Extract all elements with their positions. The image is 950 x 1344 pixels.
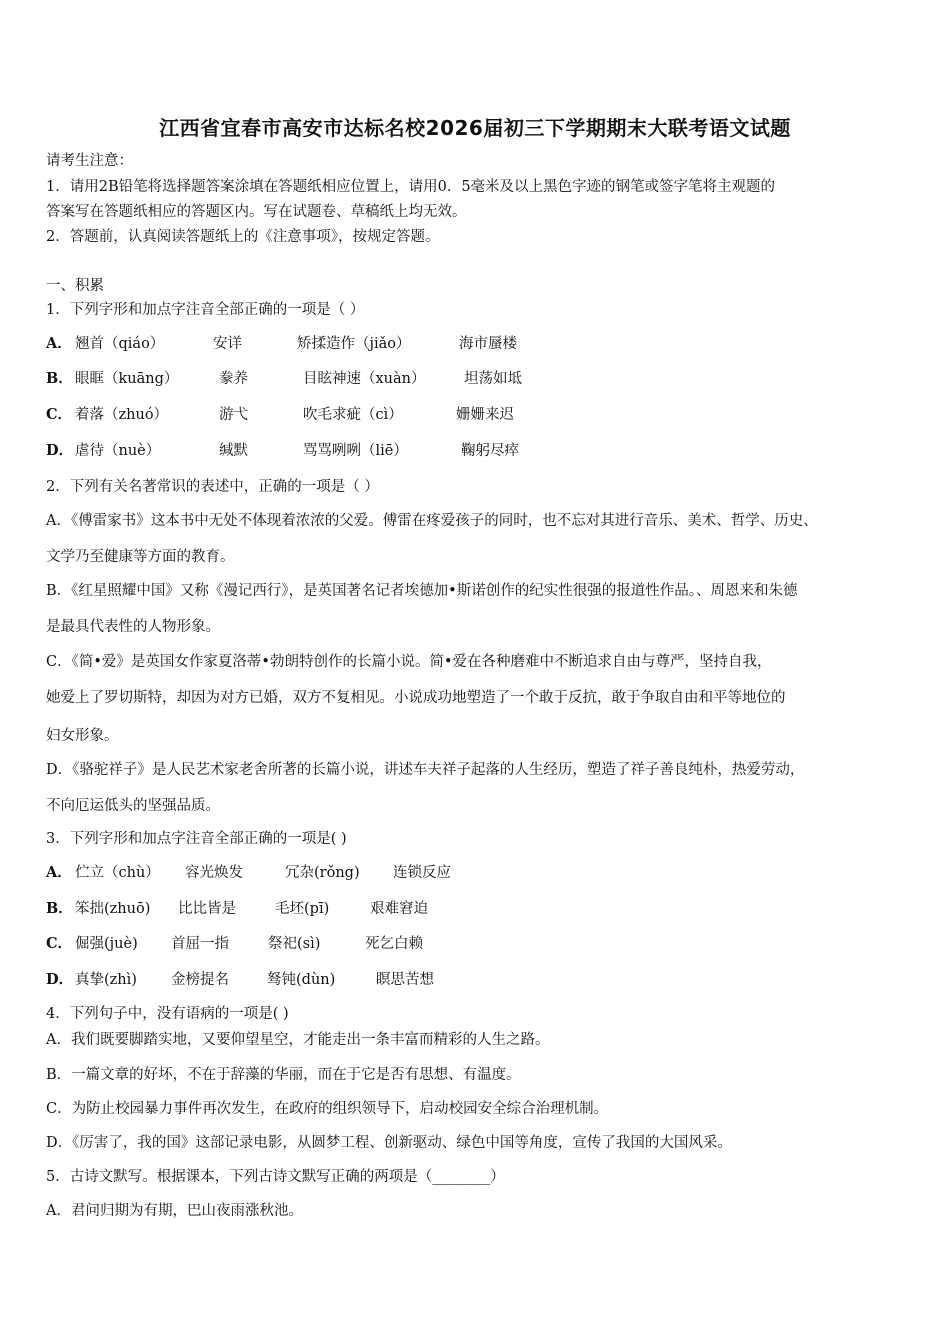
q2-option-c: C．《简•爱》是英国女作家夏洛蒂•勃朗特创作的长篇小说。简•爱在各种磨难中不断追求自由与尊严，坚持自我， xyxy=(46,654,772,670)
q3-stem: 3．下列字形和加点字注音全部正确的一项是( ) xyxy=(46,831,347,847)
q3-option-c-item: 倔强(juè) xyxy=(75,936,138,952)
q1-option-b-item: 豢养 xyxy=(219,371,248,387)
q2-option-a-cont: 文学乃至健康等方面的教育。 xyxy=(46,549,235,565)
q1-option-a-item: 翘首（qiáo） xyxy=(75,336,165,352)
q1-option-b-item: 眼眶（kuāng） xyxy=(75,371,179,387)
q3-option-b-item: 笨拙(zhuō) xyxy=(75,901,151,917)
q2-option-b: B．《红星照耀中国》又称《漫记西行》，是英国著名记者埃德加•斯诺创作的纪实性很强的报道性作品。、周恩来和朱德 xyxy=(46,583,798,599)
q3-option-b-item: 比比皆是 xyxy=(178,901,236,917)
q2-option-d: D．《骆驼祥子》是人民艺术家老舍所著的长篇小说，讲述车夫祥子起落的人生经历，塑造了祥子善良纯朴，热爱劳动， xyxy=(46,762,805,778)
q3-option-b-item: 艰难窘迫 xyxy=(370,901,428,917)
q5-stem-text: 5．古诗文默写。根据课本，下列古诗文默写正确的两项是（ xyxy=(46,1169,433,1185)
q1-option-d-label: D． xyxy=(46,442,74,459)
q3-option-c-item: 祭祀(sì) xyxy=(268,936,321,952)
q1-option-d-item: 缄默 xyxy=(219,443,248,459)
q1-option-a-item: 矫揉造作（jiǎo） xyxy=(297,336,411,352)
q3-option-b-item: 毛坯(pī) xyxy=(275,901,330,917)
q3-option-a-item: 容光焕发 xyxy=(185,865,243,881)
q1-option-d-item: 虐待（nuè） xyxy=(75,443,161,459)
q2-option-c-cont: 她爱上了罗切斯特，却因为对方已婚，双方不复相见。小说成功地塑造了一个敢于反抗，敢于争取自由和平等地位的 xyxy=(46,690,786,706)
q1-option-c-item: 游弋 xyxy=(219,407,248,423)
notice-line-2: 2．答题前，认真阅读答题纸上的《注意事项》，按规定答题。 xyxy=(46,229,440,245)
q4-option-a: A．我们既要脚踏实地，又要仰望星空，才能走出一条丰富而精彩的人生之路。 xyxy=(46,1032,550,1048)
notice-line-1a: 1．请用2B铅笔将选择题答案涂填在答题纸相应位置上，请用0．5毫米及以上黑色字迹的钢笔或签字笔将主观题的 xyxy=(46,179,776,195)
q5-stem-close: ） xyxy=(490,1169,505,1185)
q1-option-a-item: 安详 xyxy=(213,336,242,352)
q3-option-d-item: 真挚(zhì) xyxy=(75,972,137,988)
q3-option-d-item: 驽钝(dùn) xyxy=(267,972,336,988)
q1-option-c-item: 吹毛求疵（cì） xyxy=(303,407,403,423)
q1-option-b-item: 坦荡如坻 xyxy=(464,371,522,387)
q2-option-b-cont: 是最具代表性的人物形象。 xyxy=(46,619,220,635)
q2-option-c-cont: 妇女形象。 xyxy=(46,728,119,744)
q3-option-a-item: 冗杂(rǒng) xyxy=(285,865,360,881)
q2-option-a: A．《傅雷家书》这本书中无处不体现着浓浓的父爱。傅雷在疼爱孩子的同时，也不忘对其进行音乐、美术、哲学、历史、 xyxy=(46,513,818,529)
q4-option-d: D．《厉害了，我的国》这部记录电影，从圆梦工程、创新驱动、绿色中国等角度，宣传了我国的大国风采。 xyxy=(46,1135,732,1151)
q3-option-a-item: 伫立（chù） xyxy=(75,865,160,881)
q3-option-d-item: 瞑思苦想 xyxy=(376,972,434,988)
q4-option-b: B．一篇文章的好坏，不在于辞藻的华丽，而在于它是否有思想、有温度。 xyxy=(46,1067,521,1083)
q1-option-b-label: B． xyxy=(46,370,73,387)
q4-stem: 4．下列句子中，没有语病的一项是( ) xyxy=(46,1006,289,1022)
q1-option-d-item: 骂骂咧咧（liē） xyxy=(303,443,408,459)
q1-option-c-item: 着落（zhuó） xyxy=(75,407,169,423)
q1-option-a-item: 海市蜃楼 xyxy=(459,336,517,352)
q1-option-c-item: 姗姗来迟 xyxy=(456,407,514,423)
q2-stem: 2．下列有关名著常识的表述中，正确的一项是（ ） xyxy=(46,479,379,495)
q5-option-a: A．君问归期为有期，巴山夜雨涨秋池。 xyxy=(46,1203,303,1219)
q3-option-d-item: 金榜提名 xyxy=(171,972,229,988)
q3-option-d-label: D． xyxy=(46,971,74,988)
q3-option-a-label: A． xyxy=(46,864,72,881)
q1-stem: 1．下列字形和加点字注音全部正确的一项是（ ） xyxy=(46,302,365,318)
q1-option-d-item: 鞠躬尽瘁 xyxy=(461,443,519,459)
q1-option-c-label: C． xyxy=(46,406,73,423)
notice-heading: 请考生注意： xyxy=(46,153,133,169)
notice-line-1b: 答案写在答题纸相应的答题区内。写在试题卷、草稿纸上均无效。 xyxy=(46,204,467,220)
q3-option-c-item: 首屈一指 xyxy=(171,936,229,952)
q3-option-b-label: B． xyxy=(46,900,73,917)
q3-option-c-label: C． xyxy=(46,935,73,952)
exam-title: 江西省宜春市高安市达标名校2026届初三下学期期末大联考语文试题 xyxy=(159,116,791,140)
q1-option-a-label: A． xyxy=(46,335,72,352)
q2-option-d-cont: 不向厄运低头的坚强品质。 xyxy=(46,798,220,814)
q3-option-c-item: 死乞白赖 xyxy=(365,936,423,952)
q3-option-a-item: 连锁反应 xyxy=(393,865,451,881)
q5-stem xyxy=(46,1167,505,1187)
section-heading: 一、积累 xyxy=(46,278,104,294)
q5-answer-blank: ________ xyxy=(432,1169,491,1185)
q4-option-c: C．为防止校园暴力事件再次发生，在政府的组织领导下，启动校园安全综合治理机制。 xyxy=(46,1101,609,1117)
q1-option-b-item: 目眩神速（xuàn） xyxy=(303,371,426,387)
